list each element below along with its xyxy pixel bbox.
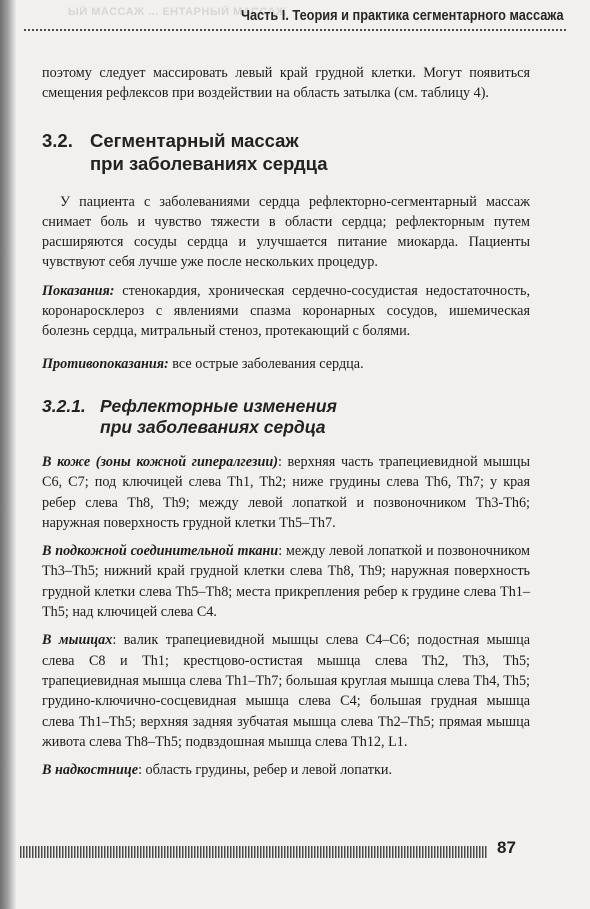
page-gutter-shadow [0, 0, 16, 909]
page-number: 87 [497, 838, 516, 857]
header-bleed-text: ЫЙ МАССАЖ ... ЕНТАРНЫЙ МАССАЖ [68, 6, 287, 18]
subsection-heading [42, 396, 530, 438]
section-title-line2: при заболеваниях сердца [90, 152, 328, 174]
indications-label: Показания: [42, 282, 115, 299]
page-body [42, 63, 530, 780]
subsection-title-line1: Рефлекторные изменения [100, 395, 337, 416]
section-title-line1: Сегментарный массаж [90, 129, 299, 151]
periosteum-label: В надкостнице [42, 762, 139, 779]
skin-label: В коже (зоны кожной гипералгезии) [42, 453, 278, 470]
paragraph-effects: У пациента с заболеваниями сердца рефлекторно-сегментарный массаж снимает боль и чувство тяжести в области сердца; рефлекторным путем расширяются сосуды сердца и улучшается питание миокарда. Пациенты чувствуют себя лучше уже после нескольких процедур. [42, 193, 530, 271]
indications-paragraph [42, 281, 530, 342]
running-header [24, 0, 566, 30]
contraindications-label: Противопоказания: [42, 355, 169, 372]
skin-paragraph [42, 452, 530, 533]
skin-text: : верхняя часть трапециевидной мышцы С6, С7; под ключицей слева Th1, Th2; ниже грудины слева Th6, Th7; у края ребер слева Th8, Th9; между левой лопаткой и позвоночником Th3-Th6; наружная поверхность грудной клетки Th5–Th7. [42, 453, 530, 531]
contraindications-text: все острые заболевания сердца. [168, 355, 364, 372]
section-heading [42, 129, 530, 175]
header-title: Часть I. Теория и практика сегментарного массажа [241, 8, 564, 24]
periosteum-paragraph [42, 760, 530, 780]
indications-text: стенокардия, хроническая сердечно-сосудистая недостаточность, коронаросклероз с явлениями спазма коронарных сосудов, ишемическая болезнь сердца, митральный стеноз, протекающий с болями. [42, 282, 530, 340]
header-rule [24, 29, 566, 31]
muscles-paragraph [42, 630, 530, 752]
connective-tissue-text: : между левой лопаткой и позвоночником Th3–Th5; нижний край грудной клетки слева Th8, Th9; наружная поверхность грудной клетки слева Th5–Th8; места прикрепления ребер к грудине слева Th1–Th5; над ключицей слева С4. [42, 543, 530, 621]
contraindications-paragraph [42, 354, 530, 374]
connective-tissue-paragraph [42, 541, 530, 622]
connective-tissue-label: В подкожной соединительной ткани [42, 543, 279, 560]
muscles-label: В мышцах [42, 632, 113, 649]
muscles-text: : валик трапециевидной мышцы слева С4–С6; подостная мышца слева С8 и Th1; крестцово-остистая мышца слева Th2, Th3, Th5; трапециевидная мышца слева Th1–Th7; большая круглая мышца слева Th4, Th5; грудино-ключично-сосцевидная мышца слева С4; большая грудная мышца слева Th1–Th5; верхняя задняя зубчатая мышца слева Th2–Th5; прямая мышца живота слева Th8–Th5; подвздошная мышца слева Th12, L1. [42, 632, 530, 750]
section-number: 3.2. [42, 129, 73, 151]
periosteum-text: : область грудины, ребер и левой лопатки. [138, 762, 392, 779]
footer-hatch-bar [20, 846, 488, 858]
subsection-title-line2: при заболеваниях сердца [100, 416, 326, 437]
subsection-number: 3.2.1. [42, 395, 86, 416]
intro-paragraph: поэтому следует массировать левый край грудной клетки. Могут появиться смещения рефлексов при воздействии на область затылка (см. таблицу 4). [42, 65, 530, 102]
